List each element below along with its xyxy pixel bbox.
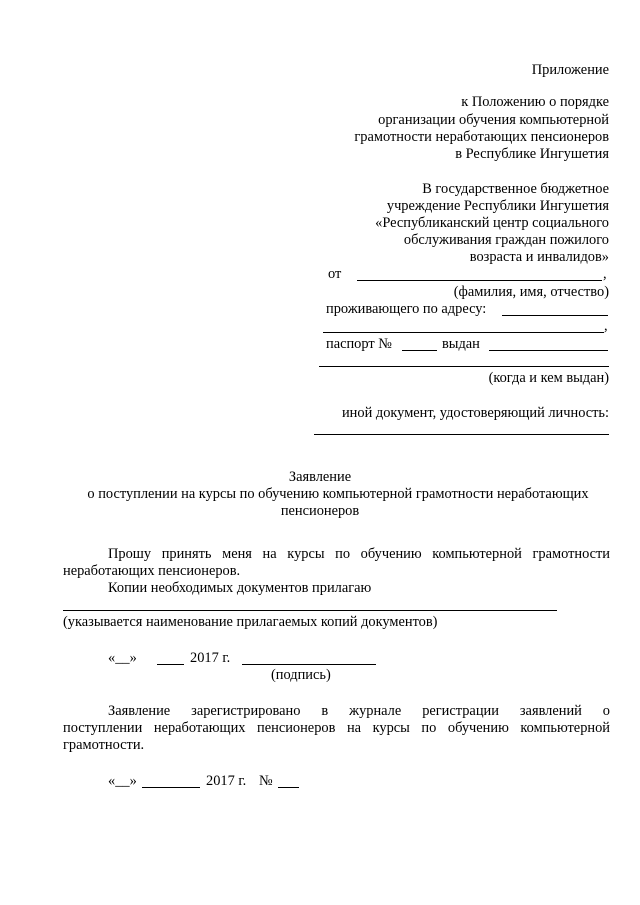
passport-number-field[interactable] [402,350,437,351]
from-label: от [328,266,342,282]
copies-field[interactable] [63,610,557,611]
address-field-1[interactable] [502,315,608,316]
addressee-line-2: учреждение Республики Ингушетия [386,198,609,214]
registered-line-2: поступлении неработающих пенсионеров на курсы по обучению компьютерной [63,720,610,736]
address-field-2[interactable] [323,332,604,333]
issued-label: выдан [442,336,480,352]
statement-subtitle-line-1: о поступлении на курсы по обучению компьютерной грамотности неработающих [87,486,589,502]
reg-date-day: «__» [108,773,137,789]
attachment-title: Приложение [531,62,609,78]
issued-field-1[interactable] [489,350,608,351]
addressee-line-1: В государственное бюджетное [422,181,609,197]
attachment-line-4: в Республике Ингушетия [455,146,609,162]
signature-hint: (подпись) [271,667,331,683]
date-day: «__» [108,650,137,666]
from-comma: , [603,266,607,282]
reg-number-label: № [259,773,273,789]
issued-hint: (когда и кем выдан) [488,370,609,386]
date-month-field[interactable] [157,664,184,665]
registered-line-3: грамотности. [63,737,145,753]
passport-label: паспорт № [326,336,392,352]
other-doc-label: иной документ, удостоверяющий личность: [341,405,609,421]
addressee-line-5: возраста и инвалидов» [469,249,609,265]
address-label: проживающего по адресу: [326,301,487,317]
copies-label: Копии необходимых документов прилагаю [108,580,372,596]
reg-number-field[interactable] [278,787,299,788]
addressee-line-3: «Республиканский центр социального [375,215,609,231]
request-line-1: Прошу принять меня на курсы по обучению компьютерной грамотности [108,546,610,562]
reg-date-year: 2017 г. [206,773,247,789]
name-hint: (фамилия, имя, отчество) [453,284,609,300]
statement-title: Заявление [288,469,352,485]
addressee-line-4: обслуживания граждан пожилого [403,232,609,248]
attachment-line-2: организации обучения компьютерной [378,112,609,128]
issued-field-2[interactable] [319,366,609,367]
reg-date-month-field[interactable] [142,787,200,788]
request-line-2: неработающих пенсионеров. [63,563,241,579]
applicant-name-field[interactable] [357,280,602,281]
date-year: 2017 г. [190,650,231,666]
signature-field[interactable] [242,664,376,665]
statement-subtitle-line-2: пенсионеров [280,503,360,519]
address-comma: , [604,318,608,334]
other-doc-field[interactable] [314,434,609,435]
attachment-line-1: к Положению о порядке [461,94,609,110]
copies-hint: (указывается наименование прилагаемых копий документов) [63,614,438,630]
attachment-line-3: грамотности неработающих пенсионеров [354,129,609,145]
registered-line-1: Заявление зарегистрировано в журнале регистрации заявлений о [108,703,610,719]
